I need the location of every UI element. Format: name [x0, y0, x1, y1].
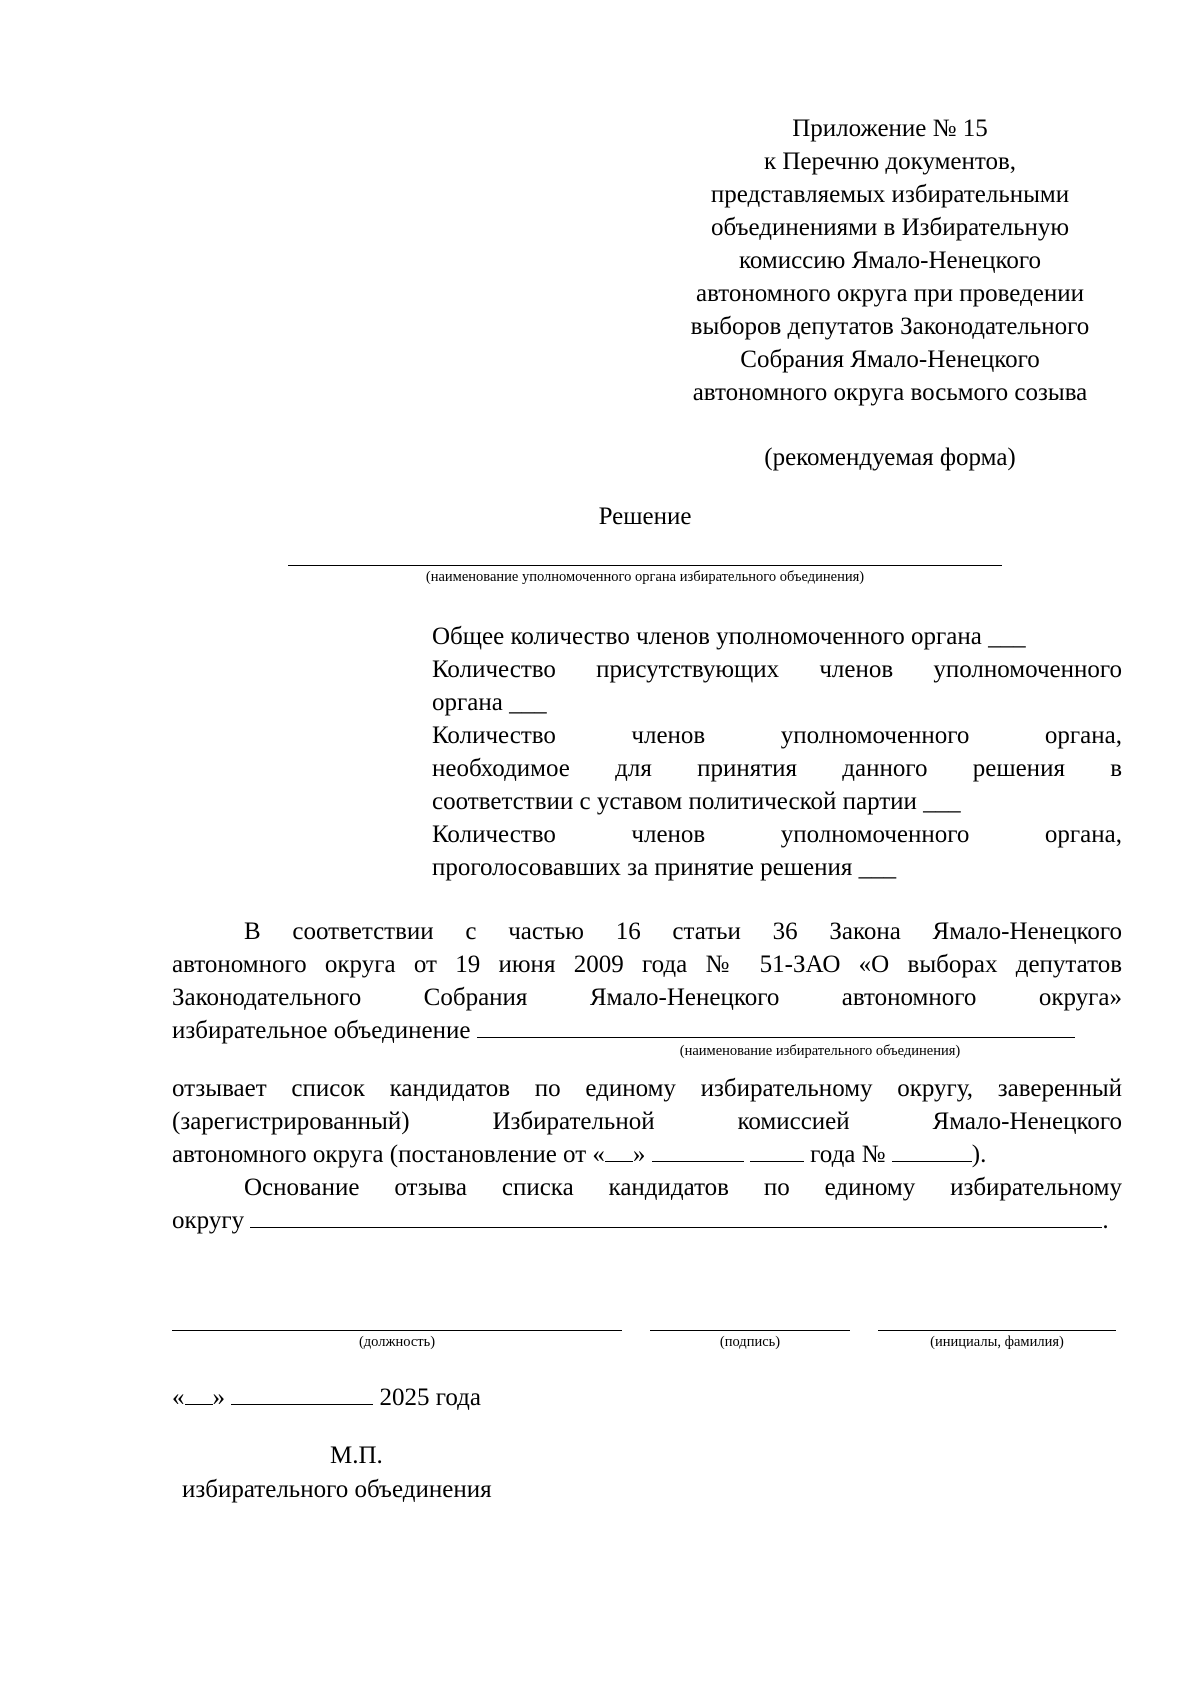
association-label: избирательное объединение	[172, 1017, 471, 1044]
resolution-number-fill[interactable]	[892, 1139, 972, 1162]
grounds-end: .	[1102, 1207, 1109, 1234]
appendix-line: автономного округа восьмого созыва	[692, 379, 1088, 406]
decision-paragraph-3	[172, 1171, 1122, 1237]
paragraph-line: Законодательного Собрания Ямало-Ненецкого автономного округа»	[172, 984, 1122, 1011]
date-close-quote: »	[212, 1384, 225, 1411]
signature-fill-line[interactable]	[650, 1330, 850, 1331]
paragraph-line: отзывает список кандидатов по единому избирательному округу, заверенный	[172, 1075, 1122, 1102]
member-counts-block	[432, 620, 1122, 884]
appendix-header	[640, 112, 1140, 474]
required-members-count-cont: соответствии с уставом политической партии ___	[432, 788, 961, 815]
present-members-count-cont: органа ___	[432, 689, 547, 716]
resolution-day-fill[interactable]	[605, 1139, 633, 1162]
decision-date-line	[172, 1382, 481, 1412]
appendix-line: объединениями в Избирательную	[710, 214, 1070, 241]
decision-paragraph-2	[172, 1072, 1122, 1171]
appendix-line: автономного округа при проведении	[695, 280, 1085, 307]
resolution-day-close-quote: »	[632, 1141, 646, 1168]
appendix-line: комиссию Ямало-Ненецкого	[738, 247, 1042, 274]
document-title: Решение	[598, 503, 692, 530]
position-fill-line[interactable]	[172, 1330, 622, 1331]
total-members-count: Общее количество членов уполномоченного органа ___	[432, 623, 1026, 650]
decision-month-fill[interactable]	[231, 1382, 373, 1405]
stamp-owner-label: избирательного объединения	[182, 1476, 492, 1503]
date-open-quote: «	[172, 1384, 185, 1411]
required-members-count: Количество членов уполномоченного органа,	[432, 722, 1122, 749]
organ-name-caption: (наименование уполномоченного органа избирательного объединения)	[425, 569, 865, 585]
paragraph-line: автономного округа от 19 июня 2009 года № 51-ЗАО «О выборах депутатов	[172, 951, 1122, 978]
paragraph-line: Основание отзыва списка кандидатов по единому избирательному	[244, 1174, 1122, 1201]
present-members-count: Количество присутствующих членов уполномоченного	[432, 656, 1122, 683]
appendix-line: к Перечню документов,	[763, 148, 1017, 175]
appendix-line: Приложение № 15	[792, 115, 988, 142]
resolution-close: ).	[971, 1141, 987, 1168]
association-name-fill-line[interactable]	[477, 1015, 1075, 1038]
voted-members-count-cont: проголосовавших за принятие решения ___	[432, 854, 897, 881]
paragraph-line	[172, 1138, 1122, 1171]
paragraph-line: В соответствии с частью 16 статьи 36 Закона Ямало-Ненецкого	[244, 918, 1122, 945]
paragraph-line: (зарегистрированный) Избирательной комиссией Ямало-Ненецкого	[172, 1108, 1122, 1135]
appendix-line: представляемых избирательными	[710, 181, 1070, 208]
decision-paragraph-1	[172, 915, 1122, 1047]
required-members-count-cont: необходимое для принятия данного решения в	[432, 755, 1122, 782]
decision-year: 2025 года	[379, 1384, 481, 1411]
stamp-label: М.П.	[330, 1442, 383, 1469]
position-caption: (должность)	[358, 1334, 436, 1350]
appendix-line: Собрания Ямало-Ненецкого	[740, 346, 1040, 373]
grounds-label: округу	[172, 1207, 245, 1234]
full-name-fill-line[interactable]	[878, 1330, 1116, 1331]
organ-name-fill-line[interactable]	[288, 565, 1002, 566]
decision-day-fill[interactable]	[185, 1382, 213, 1405]
full-name-caption: (инициалы, фамилия)	[930, 1334, 1064, 1350]
appendix-line: выборов депутатов Законодательного	[690, 313, 1090, 340]
grounds-fill-line[interactable]	[250, 1205, 1102, 1228]
resolution-year-fill[interactable]	[750, 1139, 804, 1162]
voted-members-count: Количество членов уполномоченного органа,	[432, 821, 1122, 848]
association-name-caption: (наименование избирательного объединения)	[679, 1043, 961, 1059]
paragraph-line	[172, 1204, 1122, 1237]
resolution-number-label: года №	[810, 1141, 886, 1168]
signature-caption: (подпись)	[719, 1334, 781, 1350]
resolution-date-prefix: автономного округа (постановление от «	[172, 1141, 605, 1168]
resolution-month-fill[interactable]	[652, 1139, 744, 1162]
recommended-form-label: (рекомендуемая форма)	[764, 444, 1016, 471]
